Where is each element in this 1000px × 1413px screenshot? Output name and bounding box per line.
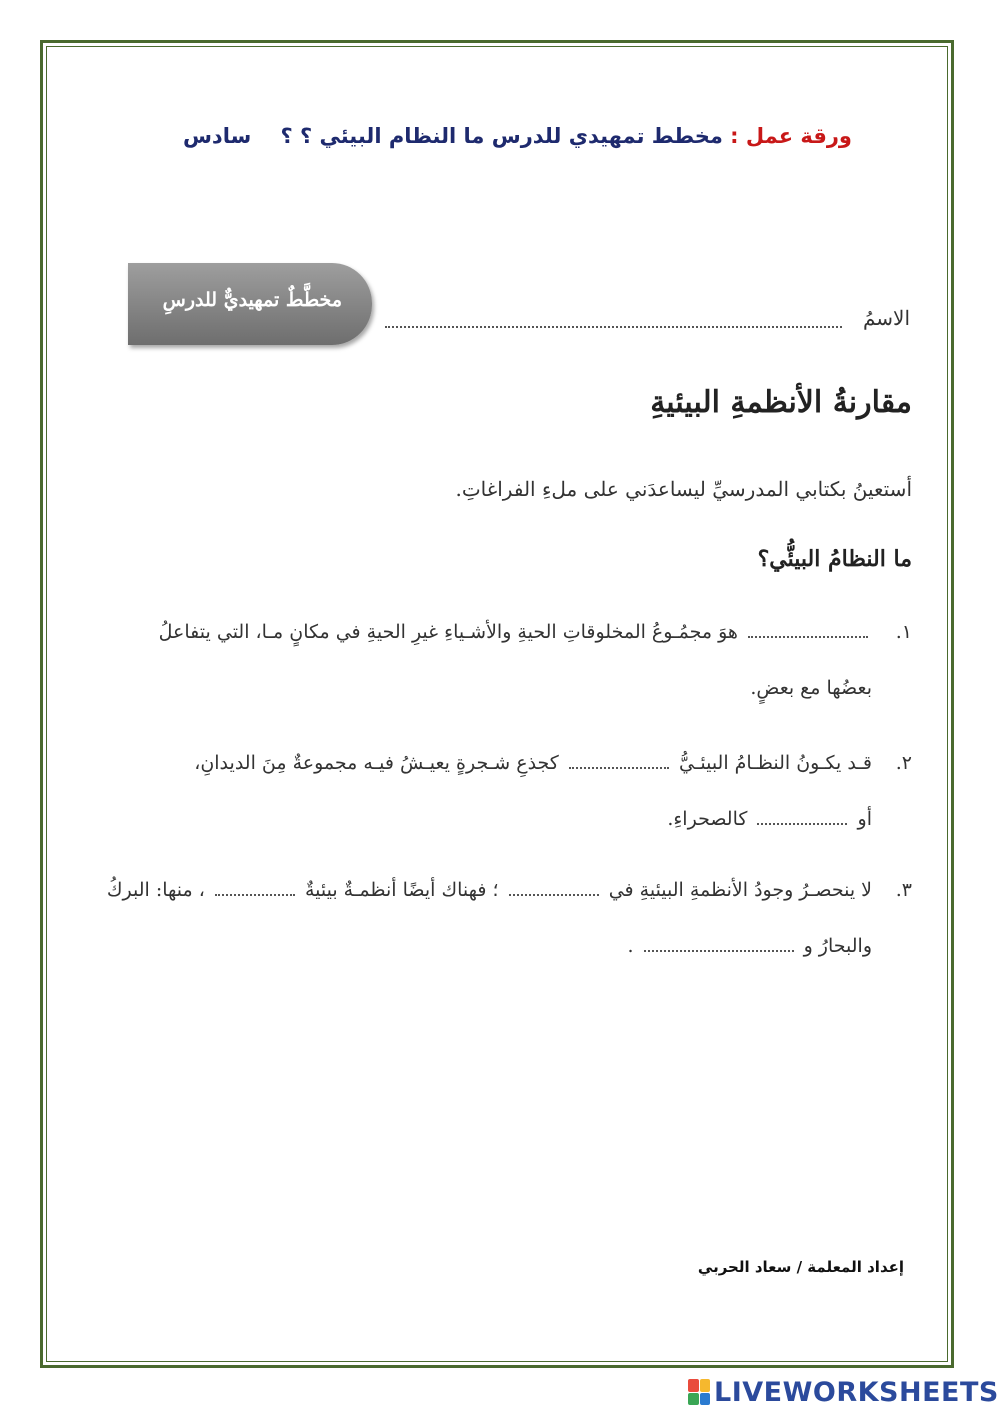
name-label: الاسمُ xyxy=(862,306,910,330)
item-text: كالصحراءِ. xyxy=(667,808,748,830)
item-number: ١. xyxy=(895,621,912,643)
item-text: ؛ فهناك أيضًا أنظمـةٌ بيئيةٌ xyxy=(304,879,499,901)
section-heading: مقارنةُ الأنظمةِ البيئيةِ xyxy=(650,385,912,420)
name-field-row xyxy=(385,306,910,336)
item-text-cont: بعضُها مع بعضٍ. xyxy=(750,677,872,699)
item-text: . xyxy=(627,935,634,957)
list-item xyxy=(159,604,912,716)
question-heading: ما النظامُ البيئُّي؟ xyxy=(757,546,912,572)
fill-blank[interactable] xyxy=(509,880,599,896)
list-item xyxy=(194,735,912,847)
instruction-text: أستعينُ بكتابي المدرسيِّ ليساعدَني على ملءِ الفراغاتِ. xyxy=(455,477,912,501)
title-grade: سادس xyxy=(182,124,252,148)
fill-blank[interactable] xyxy=(215,880,295,896)
item-text: ، منها: البركُ xyxy=(106,879,205,901)
item-number: ٢. xyxy=(895,752,912,774)
logo-icon xyxy=(688,1379,710,1405)
lesson-outline-banner xyxy=(128,263,372,345)
banner-label: مخطَّطٌ تمهيديٌّ للدرسِ xyxy=(162,289,342,311)
item-text: لا ينحصـرُ وجودُ الأنظمةِ البيئيةِ في xyxy=(608,879,872,901)
fill-blank[interactable] xyxy=(569,753,669,769)
liveworksheets-logo[interactable] xyxy=(688,1375,999,1409)
teacher-credit: إعداد المعلمة / سعاد الحربي xyxy=(697,1258,904,1276)
fill-blank[interactable] xyxy=(644,936,794,952)
worksheet-title xyxy=(183,124,852,148)
fill-blank[interactable] xyxy=(748,622,868,638)
item-text: هوَ مجمُـوعُ المخلوقاتِ الحيةِ والأشـياءِ غيرِ الحيةِ في مكانٍ مـا، التي يتفاعلُ xyxy=(158,621,738,643)
list-item xyxy=(107,862,912,974)
title-main: مخطط تمهيدي للدرس ما النظام البيئي ؟ ؟ xyxy=(280,124,723,148)
item-text: والبحارُ و xyxy=(803,935,872,957)
item-text: أو xyxy=(857,808,872,830)
item-number: ٣. xyxy=(895,879,912,901)
item-text: قـد يكـونُ النظـامُ البيئـيُّ xyxy=(678,752,872,774)
item-text: كجذعِ شـجرةٍ يعيـشُ فيـه مجموعةٌ مِنَ الديدانِ، xyxy=(194,752,559,774)
title-prefix: ورقة عمل : xyxy=(730,124,852,148)
name-blank[interactable] xyxy=(385,326,842,328)
logo-text: LIVEWORKSHEETS xyxy=(714,1376,999,1408)
fill-blank[interactable] xyxy=(757,809,847,825)
